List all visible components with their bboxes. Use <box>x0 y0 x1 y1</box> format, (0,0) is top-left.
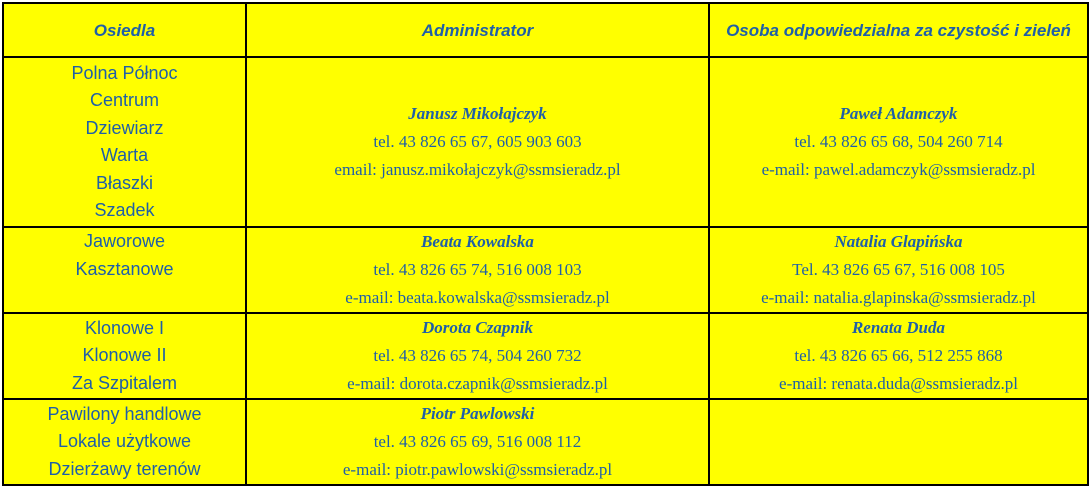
administrator-phone: tel. 43 826 65 74, 516 008 103 <box>373 260 582 279</box>
cleaning-email: e-mail: pawel.adamczyk@ssmsieradz.pl <box>761 160 1036 179</box>
cleaning-email: e-mail: natalia.glapinska@ssmsieradz.pl <box>761 288 1036 307</box>
estate-name: Klonowe I <box>84 317 165 338</box>
administrator-name: Dorota Czapnik <box>422 318 533 337</box>
table-row <box>3 227 1088 313</box>
administrator-cell <box>246 399 709 485</box>
administrator-email: e-mail: piotr.pawlowski@ssmsieradz.pl <box>342 460 613 479</box>
administrator-cell <box>246 227 709 313</box>
administrator-name: Beata Kowalska <box>421 232 534 251</box>
estate-name: Jaworowe <box>83 231 166 251</box>
table-row <box>3 57 1088 227</box>
table-row <box>3 313 1088 399</box>
administrator-name: Piotr Pawlowski <box>420 404 535 423</box>
estates-cell <box>3 313 246 399</box>
cleaning-name: Renata Duda <box>851 318 946 337</box>
estate-name: Lokale użytkowe <box>57 431 192 452</box>
administrator-email: e-mail: dorota.czapnik@ssmsieradz.pl <box>347 374 608 393</box>
cleaning-cell <box>709 227 1088 313</box>
header-cleaning: Osoba odpowiedzialna za czystość i zieleń <box>709 3 1088 57</box>
cleaning-phone: Tel. 43 826 65 67, 516 008 105 <box>792 260 1005 279</box>
estates-cell <box>3 57 246 227</box>
header-row <box>3 3 1088 57</box>
cleaning-name: Natalia Glapińska <box>834 232 963 251</box>
empty-cell <box>709 399 1088 485</box>
estate-name: Kasztanowe <box>75 258 174 279</box>
header-osiedla: Osiedla <box>3 3 246 57</box>
estate-name: Za Szpitalem <box>71 372 178 393</box>
cleaning-cell <box>709 313 1088 399</box>
estate-name: Błaszki <box>95 172 153 193</box>
estates-cell <box>3 399 246 485</box>
administrator-phone: tel. 43 826 65 67, 605 903 603 <box>373 132 582 151</box>
table-row <box>3 399 1088 485</box>
administrator-phone: tel. 43 826 65 69, 516 008 112 <box>373 432 582 451</box>
estate-name: Polna Północ <box>71 62 178 83</box>
administrator-phone: tel. 43 826 65 74, 504 260 732 <box>373 346 582 365</box>
estate-name: Dzierżawy terenów <box>48 458 201 479</box>
cleaning-phone: tel. 43 826 65 66, 512 255 868 <box>794 346 1003 365</box>
administrator-email: email: janusz.mikołajczyk@ssmsieradz.pl <box>334 160 621 179</box>
administrator-cell <box>246 313 709 399</box>
cleaning-email: e-mail: renata.duda@ssmsieradz.pl <box>779 374 1018 393</box>
contacts-table <box>2 2 1089 486</box>
administrator-email: e-mail: beata.kowalska@ssmsieradz.pl <box>345 288 610 307</box>
estate-name: Pawilony handlowe <box>47 403 202 424</box>
estate-name: Warta <box>100 145 149 165</box>
estate-name: Centrum <box>89 90 160 110</box>
estate-name: Klonowe II <box>82 345 167 366</box>
cleaning-phone: tel. 43 826 65 68, 504 260 714 <box>794 132 1003 151</box>
cleaning-name: Paweł Adamczyk <box>839 104 958 123</box>
administrator-name: Janusz Mikołajczyk <box>408 104 547 123</box>
estates-cell <box>3 227 246 313</box>
estate-name: Szadek <box>94 200 155 220</box>
estate-name: Dziewiarz <box>85 117 164 138</box>
administrator-cell <box>246 57 709 227</box>
cleaning-cell <box>709 57 1088 227</box>
header-administrator: Administrator <box>246 3 709 57</box>
